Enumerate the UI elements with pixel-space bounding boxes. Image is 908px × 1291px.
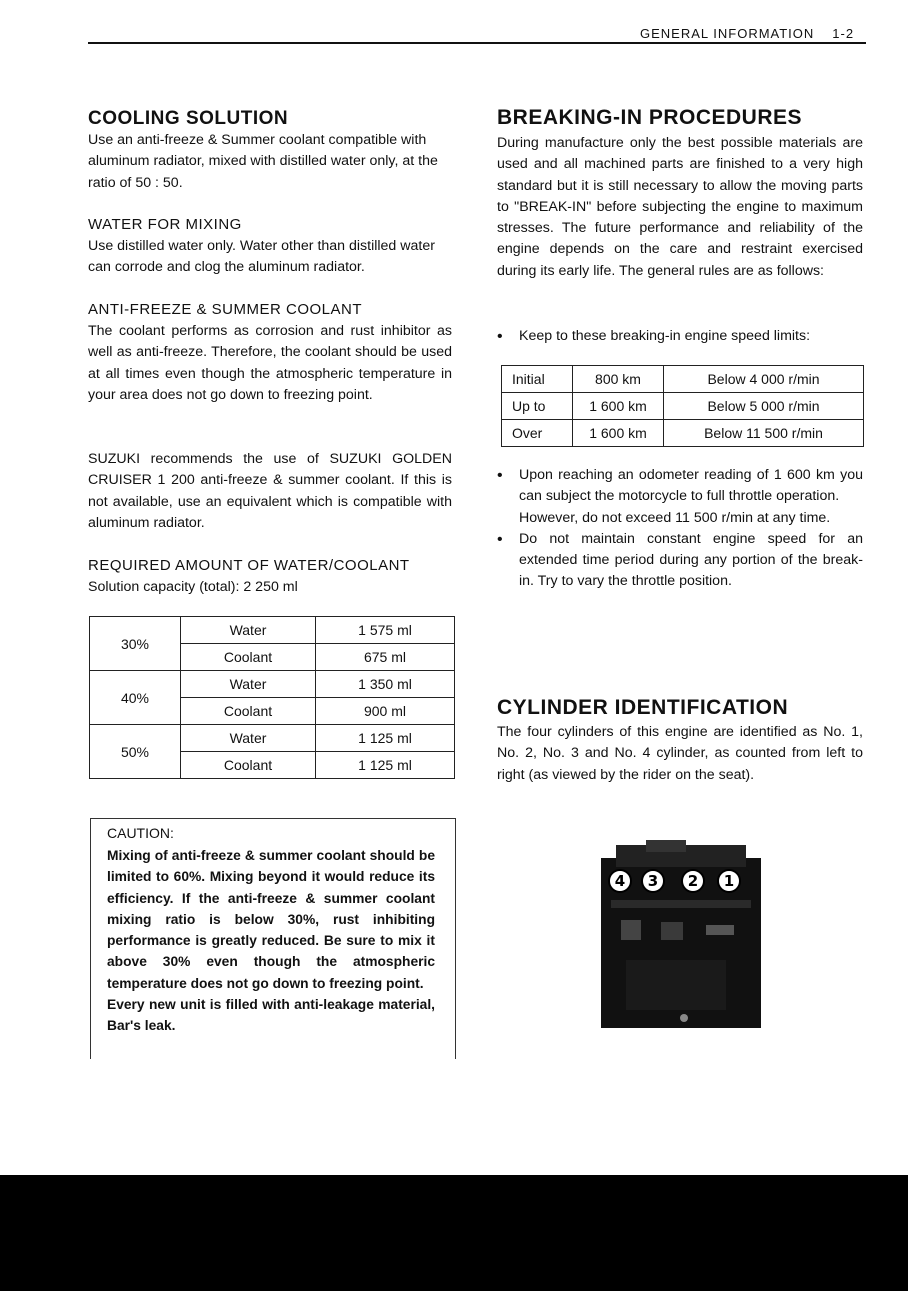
caution-body bbox=[107, 845, 435, 1037]
cylinder-4-label: 4 bbox=[614, 872, 626, 890]
limit-cell: Below 4 000 r/min bbox=[664, 366, 864, 393]
amount-cell: 1 350 ml bbox=[316, 671, 455, 698]
caution-text-1: Mixing of anti-freeze & summer coolant should be limited to 60%. Mixing beyond it would reduce its efficiency. If the anti-freeze & summer coolant mixing ratio is below 30%, rust inhibiting performance is greatly reduced. Be sure to mix it above 30% even though the atmospheric temperature does not go down to freezing point. bbox=[107, 848, 435, 991]
distance-cell: 1 600 km bbox=[573, 393, 664, 420]
required-title: REQUIRED AMOUNT OF WATER/COOLANT bbox=[88, 557, 410, 574]
header-rule bbox=[88, 42, 866, 44]
antifreeze-text-1: The coolant performs as corrosion and rust inhibitor as well as anti-freeze. Therefore, the coolant should be used at all times even though the atmospheric temperature in your area does not go down to freezing point. bbox=[88, 323, 452, 403]
table-row bbox=[90, 671, 455, 698]
cylinder-3-label: 3 bbox=[647, 872, 659, 890]
ratio-cell: 30% bbox=[90, 617, 181, 671]
page-number: 1-2 bbox=[832, 26, 855, 41]
scan-footer-band bbox=[0, 1175, 908, 1291]
caution-text-2: Every new unit is filled with anti-leakage material, Bar's leak. bbox=[107, 997, 435, 1034]
item-cell: Water bbox=[181, 617, 316, 644]
item-cell: Water bbox=[181, 671, 316, 698]
item-cell: Coolant bbox=[181, 698, 316, 725]
cylinder-2-label: 2 bbox=[687, 872, 699, 890]
cylinder-1-label: 1 bbox=[723, 872, 735, 890]
breakin-bullet-2b: However, do not exceed 11 500 r/min at any time. bbox=[519, 509, 831, 526]
breakin-bullet-1: • Keep to these breaking-in engine speed limits: bbox=[497, 326, 885, 347]
caution-box bbox=[90, 818, 456, 1059]
item-cell: Water bbox=[181, 725, 316, 752]
breakin-text: During manufacture only the best possible materials are used and all machined parts are finished to a very high standard but it is still necessary to allow the moving parts to "BREAK-IN" before subjecting the engine to maximum stresses. The future performance and reliability of the engine depends on the care and restraint exercised during its early life. The general rules are as follows: bbox=[497, 135, 863, 279]
table-row bbox=[502, 420, 864, 447]
amount-cell: 1 125 ml bbox=[316, 752, 455, 779]
caution-title: CAUTION: bbox=[107, 825, 174, 841]
range-label: Initial bbox=[502, 366, 573, 393]
water-title: WATER FOR MIXING bbox=[88, 216, 242, 233]
antifreeze-text-2: SUZUKI recommends the use of SUZUKI GOLDEN CRUISER 1 200 anti-freeze & summer coolant. If this is not available, use an equivalent which is compatible with aluminum radiator. bbox=[88, 451, 452, 531]
breakin-bullets bbox=[497, 465, 863, 593]
table-row bbox=[90, 725, 455, 752]
limit-cell: Below 11 500 r/min bbox=[664, 420, 864, 447]
amount-cell: 900 ml bbox=[316, 698, 455, 725]
table-row bbox=[90, 617, 455, 644]
antifreeze-title: ANTI-FREEZE & SUMMER COOLANT bbox=[88, 301, 363, 318]
limit-cell: Below 5 000 r/min bbox=[664, 393, 864, 420]
coolant-ratio-table bbox=[89, 616, 455, 779]
item-cell: Coolant bbox=[181, 752, 316, 779]
ratio-cell: 40% bbox=[90, 671, 181, 725]
cylinder-text: The four cylinders of this engine are identified as No. 1, No. 2, No. 3 and No. 4 cylinder, as counted from left to right (as viewed by the rider on the seat). bbox=[497, 724, 863, 783]
breakin-speed-table bbox=[501, 365, 864, 447]
distance-cell: 800 km bbox=[573, 366, 664, 393]
breakin-bullet-3: • Do not maintain constant engine speed for an extended time period during any portion of the break-in. Try to vary the throttle position. bbox=[497, 529, 863, 593]
cooling-text: Use an anti-freeze & Summer coolant compatible with aluminum radiator, mixed with distilled water only, at the ratio of 50 : 50. bbox=[88, 132, 438, 191]
breakin-bullet-2: • Upon reaching an odometer reading of 1 600 km you can subject the motorcycle to full throttle operation. bbox=[497, 465, 863, 508]
amount-cell: 675 ml bbox=[316, 644, 455, 671]
amount-cell: 1 125 ml bbox=[316, 725, 455, 752]
range-label: Up to bbox=[502, 393, 573, 420]
engine-photo bbox=[586, 840, 776, 1035]
distance-cell: 1 600 km bbox=[573, 420, 664, 447]
table-row bbox=[502, 366, 864, 393]
amount-cell: 1 575 ml bbox=[316, 617, 455, 644]
running-header bbox=[640, 26, 872, 41]
solution-capacity: Solution capacity (total): 2 250 ml bbox=[88, 579, 298, 595]
range-label: Over bbox=[502, 420, 573, 447]
table-row bbox=[502, 393, 864, 420]
ratio-cell: 50% bbox=[90, 725, 181, 779]
water-text: Use distilled water only. Water other than distilled water can corrode and clog the aluminum radiator. bbox=[88, 238, 435, 276]
section-name: GENERAL INFORMATION bbox=[640, 26, 815, 41]
cooling-title: COOLING SOLUTION bbox=[88, 108, 289, 129]
cylinder-title: CYLINDER IDENTIFICATION bbox=[497, 696, 789, 719]
breakin-title: BREAKING-IN PROCEDURES bbox=[497, 106, 803, 129]
item-cell: Coolant bbox=[181, 644, 316, 671]
